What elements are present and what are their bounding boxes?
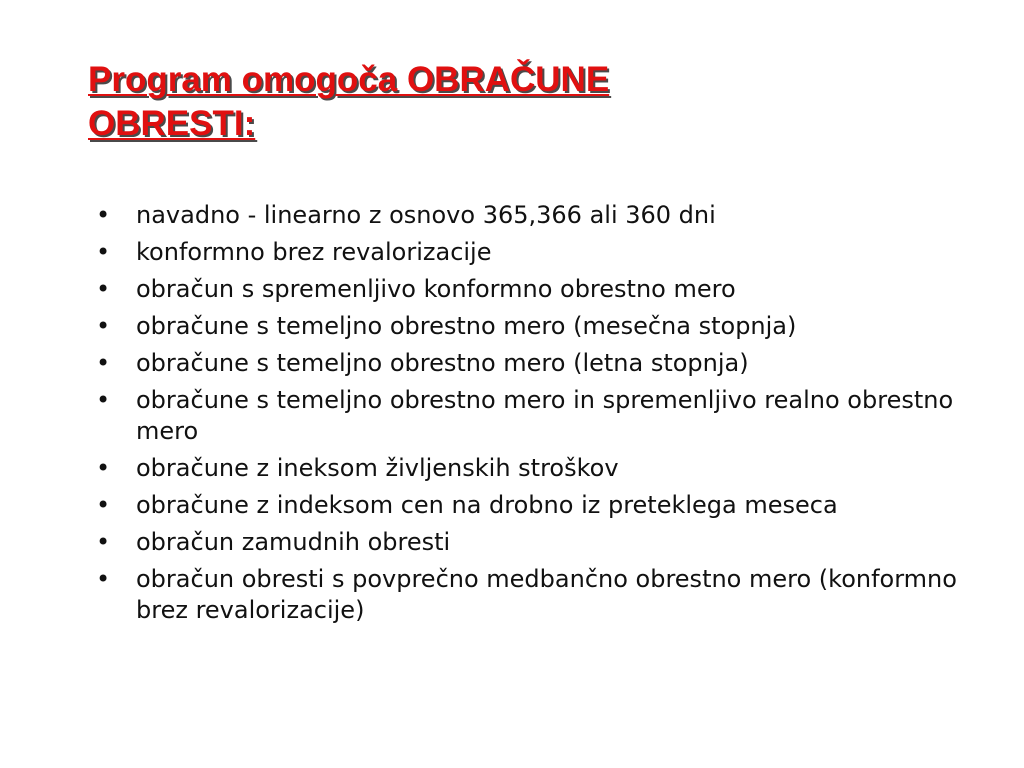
list-item <box>96 490 976 521</box>
bullet-list <box>96 200 976 632</box>
list-item-text: obračun s spremenljivo konformno obrestno mero <box>136 275 736 303</box>
list-item-text: obračun zamudnih obresti <box>136 528 451 556</box>
list-item <box>96 237 976 268</box>
slide-title-line-2: OBRESTI: <box>88 104 256 143</box>
list-item <box>96 385 976 447</box>
list-item-text: obračune z indeksom cen na drobno iz preteklega meseca <box>136 491 838 519</box>
bullet-icon: • <box>96 565 111 593</box>
list-item <box>96 527 976 558</box>
list-item-text: obračune s temeljno obrestno mero (mesečna stopnja) <box>136 312 797 340</box>
list-item <box>96 274 976 305</box>
bullet-icon: • <box>96 201 111 229</box>
list-item-text: obračune z ineksom življenskih stroškov <box>136 454 619 482</box>
list-item-text: obračun obresti s povprečno medbančno obrestno mero (konformno brez revalorizacije) <box>136 565 957 624</box>
bullet-icon: • <box>96 454 111 482</box>
bullet-icon: • <box>96 349 111 377</box>
bullet-icon: • <box>96 238 111 266</box>
list-item <box>96 200 976 231</box>
list-item-text: konformno brez revalorizacije <box>136 238 492 266</box>
list-item <box>96 311 976 342</box>
bullet-icon: • <box>96 386 111 414</box>
bullet-icon: • <box>96 528 111 556</box>
list-item <box>96 564 976 626</box>
list-item-text: obračune s temeljno obrestno mero in spremenljivo realno obrestno mero <box>136 386 954 445</box>
list-item <box>96 453 976 484</box>
slide-title <box>88 58 888 146</box>
list-item <box>96 348 976 379</box>
bullet-icon: • <box>96 312 111 340</box>
slide-title-line-1: Program omogoča OBRAČUNE <box>88 60 610 99</box>
bullet-icon: • <box>96 491 111 519</box>
bullet-icon: • <box>96 275 111 303</box>
list-item-text: obračune s temeljno obrestno mero (letna stopnja) <box>136 349 749 377</box>
list-item-text: navadno - linearno z osnovo 365,366 ali 360 dni <box>136 201 716 229</box>
